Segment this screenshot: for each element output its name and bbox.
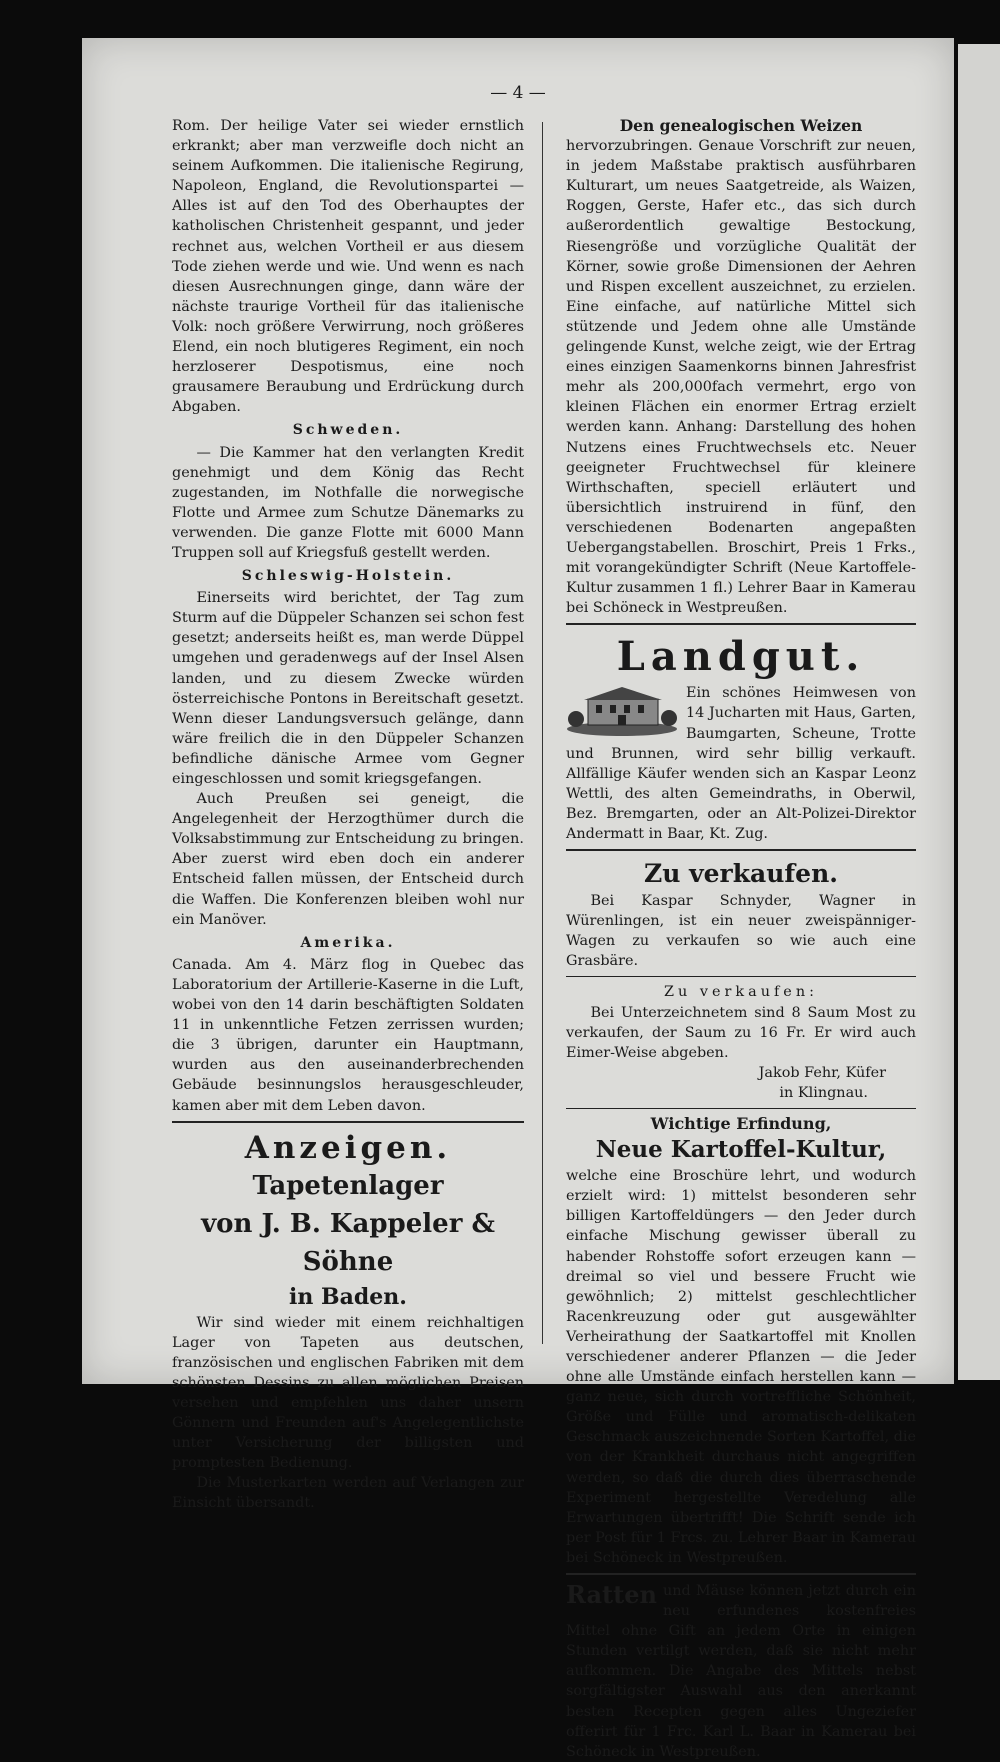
amerika-article: Canada. Am 4. März flog in Quebec das Laboratorium der Artillerie-Kaserne in die Luft, wobei von den 14 darin beschäftigten Soldaten 11 in unkenntliche Fetzen zerrissen wurden; die 3 übrigen, darunter ein Hauptmann, wurden aus den auseinanderbrechenden Gebäude besinnungslos herausgeschleuder, kamen aber mit dem Leben davon. [172,956,524,1114]
tapeten-text: Wir sind wieder mit einem reichhaltigen Lager von Tapeten aus deutschen, französischen und englischen Fabriken mit dem schönsten Dessins zu allen möglichen Preisen versehen und empfehlen uns daher unsern Gönnern und Freunden auf's Angelegentlichste unter Versicherung der billigsten und promptesten Bedienung. [172,1314,524,1472]
kartoffel-heading: Neue Kartoffel-Kultur, [595,1136,887,1164]
schweden-heading: Schweden. [292,422,404,439]
section-rule [172,1121,524,1123]
house-illustration-icon [566,685,678,737]
schweden-article: — Die Kammer hat den verlangten Kredit genehmigt und dem König das Recht zugestanden, im Nothfalle die norwegische Flotte und Armee zum Schutze Dänemarks zu verwenden. Die ganze Flotte mit 6000 Mann Truppen soll auf Kriegsfuß gestellt werden. [172,444,524,561]
tapeten-note: Die Musterkarten werden auf Verlangen zur Einsicht übersandt. [172,1475,524,1512]
kartoffel-ad: welche eine Broschüre lehrt, und wodurch erzielt wird: 1) mittelst besonderen sehr billigen Kartoffeldüngers — den Jeder durch einfache Mischung gewisser überall zu habender Rohstoffe sofort erzeugen kann — dreimal so viel und bessere Frucht wie gewöhnlich; 2) mittelst geschlechtlicher Racenkreuzung oder gut ausgewählter Verheirathung der Saatkartoffel mit Knollen verschiedener anderer Pflanzen — die Jeder ohne alle Umstände einfach herstellen kann — ganz neue, sich durch vortreffliche Schönheit, Größe und Fülle und aromatisch-delikaten Geschmack auszeichnende Sorten Kartoffel, die von der Krankheit durchaus nicht angegriffen werden, so daß die durch dies überraschende Experiment hergestellte Veredelung alle Erwartungen übertrifft! Die Schrift sende ich per Post für 1 Frcs. zu. Lehrer Baar in Kamerau bei Schöneck in Westpreußen. [566,1168,916,1566]
weizen-heading: Den genealogischen Weizen [619,116,863,135]
verkaufen-heading: Zu verkaufen. [644,859,838,889]
signature-place: in Klingnau. [779,1084,868,1101]
verkaufen-ad: Bei Kaspar Schnyder, Wagner in Würenlingen, ist ein neuer zweispänniger-Wagen zu verkaufen so wie auch eine Grasbäre. [566,893,916,970]
ratten-word: Ratten [566,1580,657,1609]
ad-rule [566,976,916,977]
anzeigen-heading: Anzeigen. [244,1129,452,1166]
most-ad: Bei Unterzeichnetem sind 8 Saum Most zu verkaufen, der Saum zu 16 Fr. Er wird auch Eimer-Weise abgeben. [566,1004,916,1061]
tapeten-firm: von J. B. Kappeler & Söhne [201,1208,495,1277]
landgut-heading: Landgut. [616,633,866,681]
schleswig-holstein-heading: Schleswig-Holstein. [241,568,455,585]
page-number: — 4 — [490,83,546,103]
schleswig-holstein-article-1: Einerseits wird berichtet, der Tag zum Sturm auf die Düppeler Schanzen sei schon fest gesetzt; anderseits heißt es, man werde Düppel umgehen und geradenwegs auf der Insel Alsen landen, und zu diesem Zwecke würden österreichische Pontons in Bereitschaft gesetzt. Wenn dieser Landungsversuch gelänge, dann wäre freilich die in den Düppeler Schanzen befindliche dänische Armee vom Gegner eingeschlossen und somit kriegsgefangen. [172,590,524,787]
weizen-ad: hervorzubringen. Genaue Vorschrift zur neuen, in jedem Maßstabe praktisch ausführbaren Kulturart, um neues Saatgetreide, als Waizen, Roggen, Gerste, Hafer etc., das sich durch außerordentlich gewaltige Bestockung, Riesengröße und vorzügliche Qualität der Körner, sowie große Dimensionen der Aehren und Rispen excellent auszeichnet, zu erzielen. Eine einfache, auf natürliche Mittel sich stützende und Jedem ohne alle Umstände gelingende Kunst, welche zeigt, wie der Ertrag eines einzigen Saamenkorns binnen Jahresfrist mehr als 200,000fach vermehrt, ergo von kleinen Flächen ein enormer Ertrag erzielt werden kann. Anhang: Darstellung des hohen Nutzens eines Fruchtwechsels etc. Neuer geeigneter Fruchtwechsel für kleinere Wirthschaften, speciell erläutert und übersichtlich instruirend in fünf, den verschiedenen Bodenarten angepaßten Uebergangstabellen. Broschirt, Preis 1 Frks., mit vorangekündigter Schrift (Neue Kartoffele-Kultur zusammen 1 fl.) Lehrer Baar in Kamerau bei Schöneck in Westpreußen. [566,138,916,617]
signature-name: Jakob Fehr, Küfer [758,1064,886,1081]
rom-article: Rom. Der heilige Vater sei wieder ernstlich erkrankt; aber man verzweifle doch nicht an seinem Aufkommen. Die italienische Regirung, Napoleon, England, die Revolutionspartei — Alles ist auf den Tod des Oberhauptes der katholischen Christenheit gespannt, und jeder rechnet aus, welchen Vortheil er aus diesem Tode ziehen werde und wie. Und wenn es nach diesen Ausrechnungen ginge, dann wäre der nächste traurige Vortheil für das italienische Volk: noch größere Verwirrung, noch größeres Elend, ein noch blutigeres Regiment, ein noch herzloserer Despotismus, eine noch grausamere Beraubung und Erdrückung durch Abgaben. [172,118,524,416]
tapeten-place: in Baden. [289,1283,407,1310]
verkaufen2-heading: Zu verkaufen: [664,984,818,1001]
right-column [566,116,916,1762]
ratten-ad: und Mäuse können jetzt durch ein neu erfundenes kostenfreies Mittel ohne Gift an jedem Orte in einigen Stunden vertilgt werden, daß sie nicht mehr aufkommen. Die Angabe des Mittels nebst sorgfältigster Auswahl aus den anerkannt besten Recepten gegen alles Ungeziefer offerirt für 1 Frc. Karl L. Baar in Kamerau bei Schöneck in Westpreußen. [566,1583,916,1760]
adjacent-page-edge [958,44,1000,1380]
landgut-ad: Ein schönes Heimwesen von 14 Jucharten mit Haus, Garten, Baumgarten, Scheune, Trotte und Brunnen, wird sehr billig verkauft. Allfällige Käufer wenden sich an Kaspar Leonz Wettli, des alten Gemeindraths, in Oberwil, Bez. Bremgarten, oder an Alt-Polizei-Direktor Andermatt in Baar, Kt. Zug. [566,685,916,842]
newspaper-page [82,38,954,1760]
column-divider [542,122,543,1344]
schleswig-holstein-article-2: Auch Preußen sei geneigt, die Angelegenheit der Herzogthümer durch die Volksabstimmung zur Entscheidung zu bringen. Aber zuerst wird eben doch ein anderer Entscheid fallen müssen, der Entscheid durch die Waffen. Die Konferenzen bleiben wohl nur ein Manöver. [172,791,524,928]
tapeten-title: Tapetenlager [252,1170,444,1201]
ad-rule [566,623,916,625]
ad-rule [566,1573,916,1575]
amerika-heading: Amerika. [300,934,396,951]
ad-rule [566,849,916,851]
ad-rule [566,1108,916,1109]
erfindung-heading: Wichtige Erfindung, [650,1114,832,1134]
left-column [172,116,524,1514]
